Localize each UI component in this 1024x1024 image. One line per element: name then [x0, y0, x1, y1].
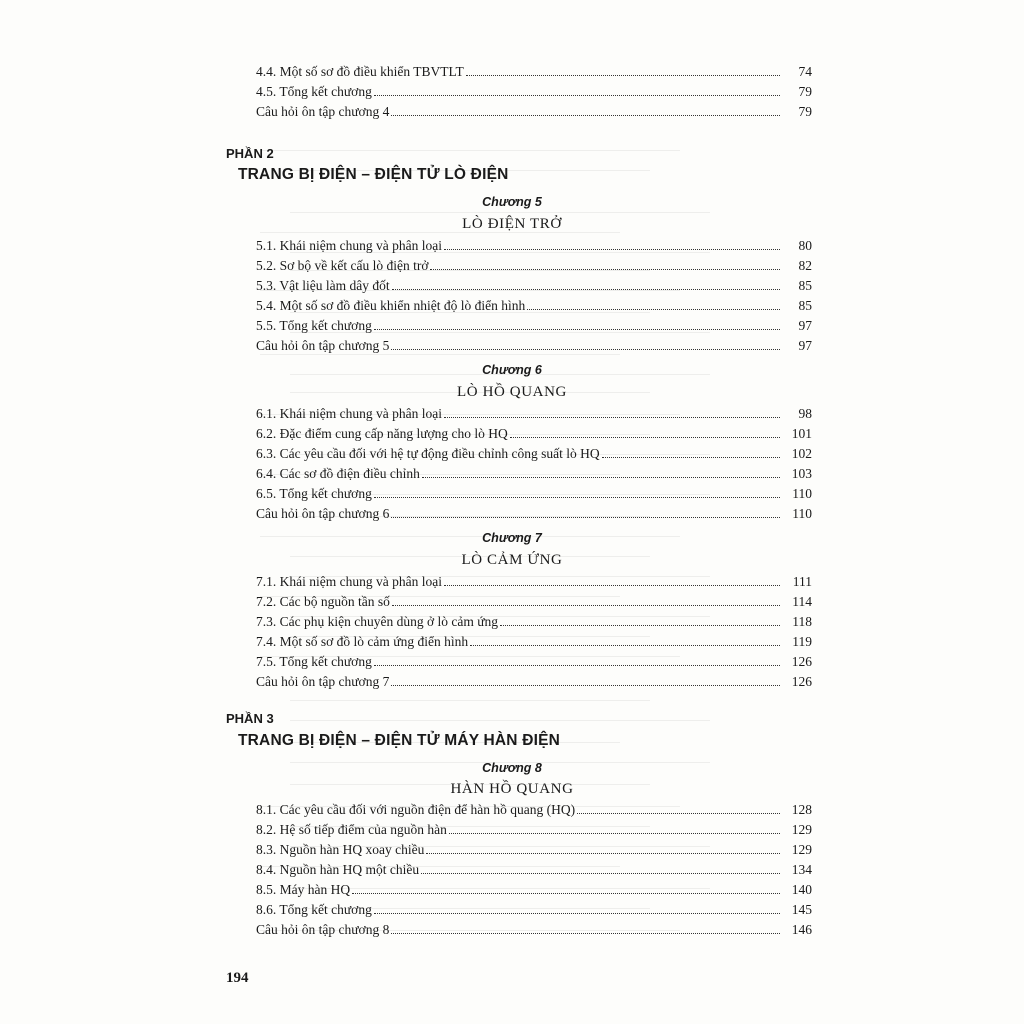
toc-entry[interactable] [0, 612, 1024, 632]
entry-label: 5.5. Tổng kết chương [256, 318, 372, 333]
entry-page-number: 79 [798, 104, 812, 119]
dot-leader [374, 329, 780, 330]
dot-leader [470, 645, 780, 646]
toc-entry[interactable] [0, 920, 1024, 940]
entry-page-number: 103 [791, 466, 812, 481]
entry-page-number: 110 [792, 486, 812, 501]
entry-label: Câu hỏi ôn tập chương 5 [256, 338, 390, 353]
toc-entry[interactable] [0, 102, 1024, 122]
toc-entry[interactable] [0, 840, 1024, 860]
dot-leader [510, 437, 780, 438]
toc-entry[interactable] [0, 464, 1024, 484]
chapter-title: LÒ ĐIỆN TRỞ [462, 216, 562, 232]
entry-page-number: 134 [791, 862, 812, 877]
entry-page-number: 97 [798, 318, 812, 333]
entry-page-number: 129 [791, 822, 812, 837]
chapter-number: Chương 7 [482, 531, 542, 545]
entry-label: 8.3. Nguồn hàn HQ xoay chiều [256, 842, 425, 857]
page-number: 194 [226, 970, 249, 986]
entry-page-number: 110 [792, 506, 812, 521]
entry-page-number: 118 [792, 614, 812, 629]
entry-label: 5.1. Khái niệm chung và phân loại [256, 238, 442, 253]
dot-leader [374, 665, 780, 666]
chapter-title: LÒ HỒ QUANG [457, 384, 567, 400]
dot-leader [500, 625, 780, 626]
dot-leader [422, 477, 780, 478]
dot-leader [577, 813, 780, 814]
entry-page-number: 145 [791, 902, 812, 917]
part-label: PHẦN 3 [226, 711, 274, 726]
dot-leader [391, 933, 780, 934]
entry-page-number: 146 [791, 922, 812, 937]
toc-entry[interactable] [0, 572, 1024, 592]
entry-label: 4.5. Tổng kết chương [256, 84, 372, 99]
entry-page-number: 128 [791, 802, 812, 817]
toc-entry[interactable] [0, 236, 1024, 256]
toc-entry[interactable] [0, 632, 1024, 652]
entry-page-number: 97 [798, 338, 812, 353]
entry-label: 8.6. Tổng kết chương [256, 902, 372, 917]
entry-label: 5.4. Một số sơ đồ điều khiển nhiệt độ lò điển hình [256, 298, 526, 313]
entry-page-number: 140 [791, 882, 812, 897]
toc-entry[interactable] [0, 256, 1024, 276]
dot-leader [527, 309, 780, 310]
entry-label: Câu hỏi ôn tập chương 4 [256, 104, 390, 119]
entry-page-number: 74 [798, 64, 812, 79]
dot-leader [421, 873, 780, 874]
entry-label: 7.3. Các phụ kiện chuyên dùng ở lò cảm ứng [256, 614, 499, 629]
entry-label: 7.1. Khái niệm chung và phân loại [256, 574, 442, 589]
dot-leader [374, 497, 780, 498]
toc-entry[interactable] [0, 484, 1024, 504]
entry-page-number: 126 [791, 654, 812, 669]
dot-leader [391, 685, 780, 686]
toc-entry[interactable] [0, 672, 1024, 692]
toc-entry[interactable] [0, 880, 1024, 900]
entry-label: 8.4. Nguồn hàn HQ một chiều [256, 862, 420, 877]
entry-label: 4.4. Một số sơ đồ điều khiển TBVTLT [256, 64, 464, 79]
toc-entry[interactable] [0, 652, 1024, 672]
toc-entry[interactable] [0, 82, 1024, 102]
entry-page-number: 82 [798, 258, 812, 273]
toc-entry[interactable] [0, 800, 1024, 820]
entry-page-number: 114 [792, 594, 812, 609]
entry-label: 7.5. Tổng kết chương [256, 654, 372, 669]
chapter-number: Chương 8 [482, 761, 542, 775]
dot-leader [374, 913, 780, 914]
entry-label: 5.3. Vật liệu làm dây đốt [256, 278, 390, 293]
entry-page-number: 102 [791, 446, 812, 461]
toc-entry[interactable] [0, 860, 1024, 880]
toc-entry[interactable] [0, 276, 1024, 296]
toc-entry[interactable] [0, 404, 1024, 424]
dot-leader [352, 893, 780, 894]
entry-label: 7.2. Các bộ nguồn tần số [256, 594, 390, 609]
toc-entry[interactable] [0, 62, 1024, 82]
toc-entry[interactable] [0, 316, 1024, 336]
dot-leader [466, 75, 780, 76]
entry-label: 8.1. Các yêu cầu đối với nguồn điện để hàn hồ quang (HQ) [256, 802, 576, 817]
part-label: PHẦN 2 [226, 146, 274, 161]
dot-leader [391, 115, 780, 116]
chapter-title: LÒ CẢM ỨNG [461, 552, 563, 568]
dot-leader [444, 585, 780, 586]
dot-leader [391, 349, 780, 350]
entry-page-number: 126 [791, 674, 812, 689]
entry-page-number: 111 [792, 574, 812, 589]
dot-leader [430, 269, 780, 270]
toc-entry[interactable] [0, 900, 1024, 920]
entry-page-number: 119 [792, 634, 812, 649]
entry-label: Câu hỏi ôn tập chương 8 [256, 922, 390, 937]
dot-leader [392, 289, 780, 290]
dot-leader [392, 605, 780, 606]
part-title: TRANG BỊ ĐIỆN – ĐIỆN TỬ LÒ ĐIỆN [238, 166, 509, 183]
part-title: TRANG BỊ ĐIỆN – ĐIỆN TỬ MÁY HÀN ĐIỆN [238, 732, 561, 749]
entry-page-number: 85 [798, 298, 812, 313]
chapter-number: Chương 5 [482, 195, 542, 209]
entry-label: 8.5. Máy hàn HQ [256, 882, 351, 897]
toc-entry[interactable] [0, 820, 1024, 840]
entry-label: 6.4. Các sơ đồ điện điều chỉnh [256, 466, 420, 481]
entry-label: 6.1. Khái niệm chung và phân loại [256, 406, 442, 421]
entry-page-number: 98 [798, 406, 812, 421]
dot-leader [374, 95, 780, 96]
entry-label: Câu hỏi ôn tập chương 6 [256, 506, 390, 521]
entry-page-number: 80 [798, 238, 812, 253]
entry-page-number: 101 [791, 426, 812, 441]
chapter-title: HÀN HỒ QUANG [450, 781, 574, 797]
entry-label: 6.2. Đặc điểm cung cấp năng lượng cho lò HQ [256, 426, 508, 441]
entry-label: 6.5. Tổng kết chương [256, 486, 372, 501]
entry-label: Câu hỏi ôn tập chương 7 [256, 674, 390, 689]
entry-label: 8.2. Hệ số tiếp điểm của nguồn hàn [256, 822, 447, 837]
toc-entry[interactable] [0, 296, 1024, 316]
toc-entry[interactable] [0, 336, 1024, 356]
entry-label: 7.4. Một số sơ đồ lò cảm ứng điển hình [256, 634, 469, 649]
dot-leader [391, 517, 780, 518]
toc-entry[interactable] [0, 424, 1024, 444]
dot-leader [602, 457, 780, 458]
entry-label: 6.3. Các yêu cầu đối với hệ tự động điều chỉnh công suất lò HQ [256, 446, 600, 461]
toc-entry[interactable] [0, 592, 1024, 612]
chapter-number: Chương 6 [482, 363, 542, 377]
toc-entry[interactable] [0, 504, 1024, 524]
toc-entry[interactable] [0, 444, 1024, 464]
entry-page-number: 85 [798, 278, 812, 293]
dot-leader [426, 853, 780, 854]
entry-label: 5.2. Sơ bộ về kết cấu lò điện trở [256, 258, 429, 273]
dot-leader [444, 417, 780, 418]
entry-page-number: 79 [798, 84, 812, 99]
dot-leader [449, 833, 780, 834]
entry-page-number: 129 [791, 842, 812, 857]
dot-leader [444, 249, 780, 250]
